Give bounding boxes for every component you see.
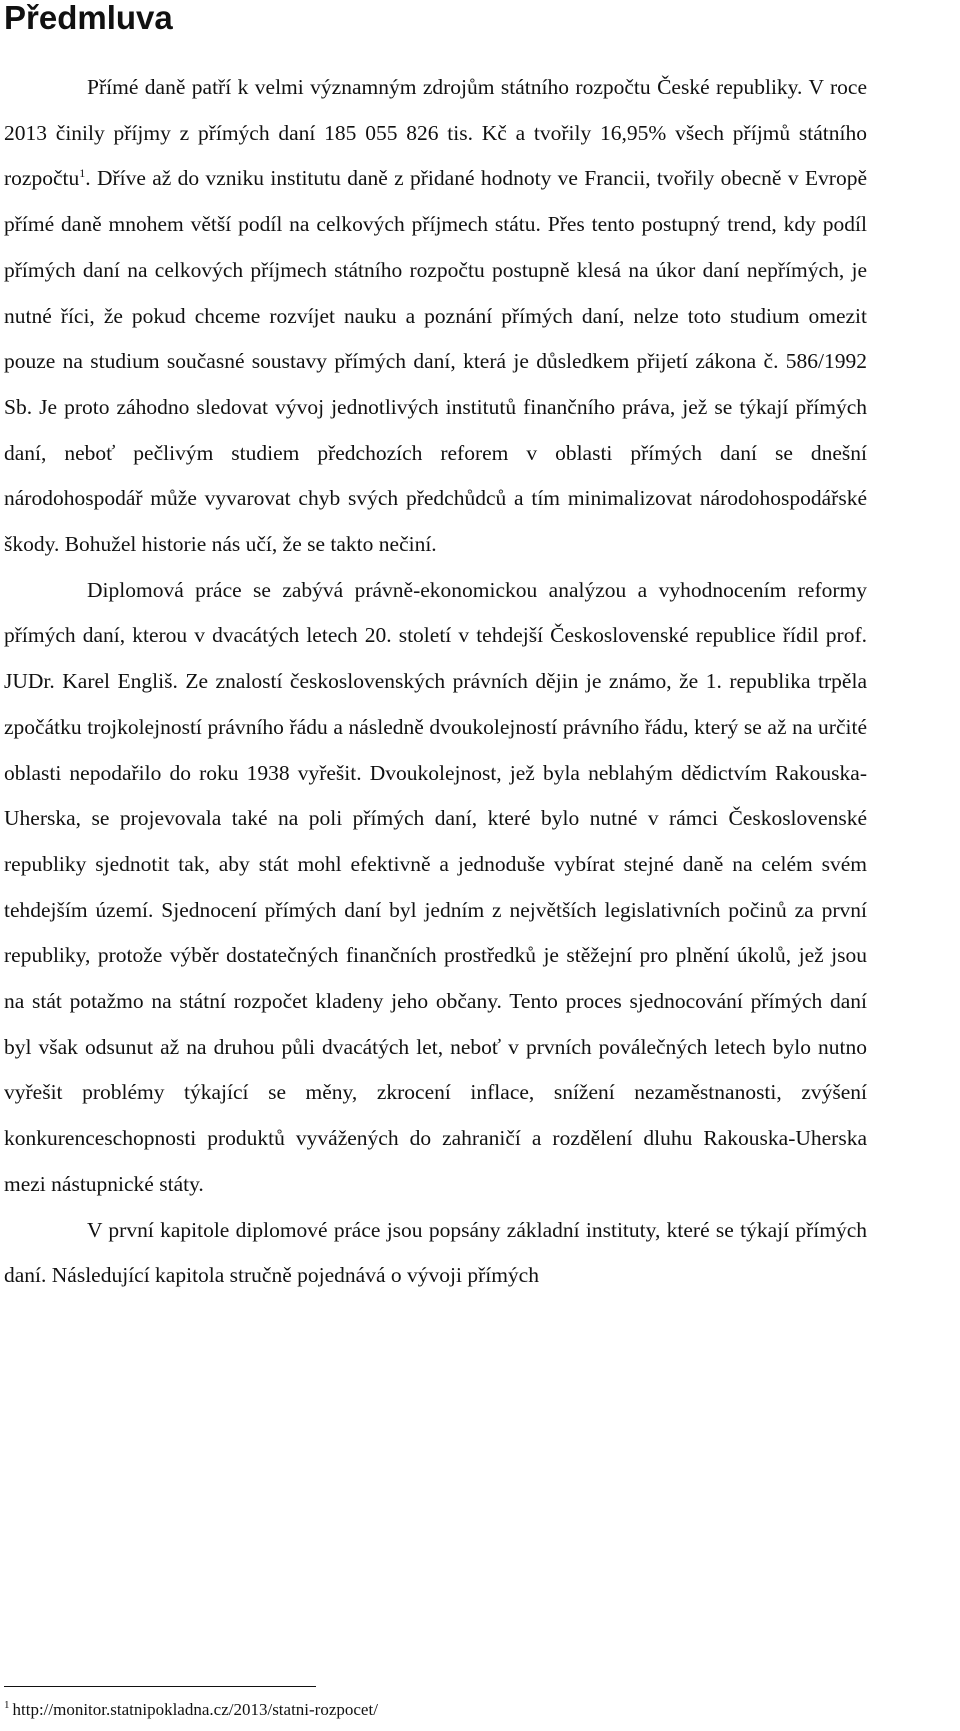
footnote-divider bbox=[4, 1686, 316, 1687]
footnote-reference[interactable]: 1 bbox=[79, 166, 86, 181]
paragraph-1 bbox=[4, 65, 867, 568]
paragraph-1-text-end: . Dříve až do vzniku institutu daně z přidané hodnoty ve Francii, tvořily obecně v Evropě přímé daně mnohem větší podíl na celkových příjmech státu. Přes tento postupný trend, kdy podíl přímých daní na celkových příjmech státního rozpočtu postupně klesá na úkor daní nepřímých, je nutné říci, že pokud chceme rozvíjet nauku a poznání přímých daní, nelze toto studium omezit pouze na studium současné soustavy přímých daní, která je důsledkem přijetí zákona č. 586/1992 Sb. Je proto záhodno sledovat vývoj jednotlivých institutů finančního práva, jež se týkají přímých daní, neboť pečlivým studiem předchozích reforem v oblasti přímých daní se dnešní národohospodář může vyvarovat chyb svých předchůdců a tím minimalizovat národohospodářské škody. Bohužel historie nás učí, že se takto nečiní. bbox=[4, 166, 867, 557]
paragraph-2: Diplomová práce se zabývá právně-ekonomickou analýzou a vyhodnocením reformy přímých daní, kterou v dvacátých letech 20. století v tehdejší Československé republice řídil prof. JUDr. Karel Engliš. Ze znalostí československých právních dějin je známo, že 1. republika trpěla zpočátku trojkolejností právního řádu a následně dvoukolejností právního řádu, který se až na určité oblasti nepodařilo do roku 1938 vyřešit. Dvoukolejnost, jež byla neblahým dědictvím Rakouska-Uherska, se projevovala také na poli přímých daní, které bylo nutné v rámci Československé republiky sjednotit tak, aby stát mohl efektivně a jednoduše vybírat stejné daně na celém svém tehdejším území. Sjednocení přímých daní byl jedním z největších legislativních počinů za první republiky, protože výběr dostatečných finančních prostředků je stěžejní pro plnění úkolů, jež jsou na stát potažmo na státní rozpočet kladeny jeho občany. Tento proces sjednocování přímých daní byl však odsunut až na druhou půli dvacátých let, neboť v prvních poválečných letech bylo nutno vyřešit problémy týkající se měny, zkrocení inflace, snížení nezaměstnanosti, zvýšení konkurenceschopnosti produktů vyvážených do zahraničí a rozdělení dluhu Rakouska-Uherska mezi nástupnické státy. bbox=[4, 577, 867, 1196]
page-title: Předmluva bbox=[4, 0, 173, 36]
footnote-number: 1 bbox=[4, 1699, 10, 1712]
body-text bbox=[4, 65, 867, 1299]
footnote bbox=[4, 1696, 884, 1724]
paragraph-3: V první kapitole diplomové práce jsou popsány základní instituty, které se týkají přímých daní. Následující kapitola stručně pojednává o vývoji přímých bbox=[4, 1217, 867, 1288]
paragraph-1-text-start: Přímé daně patří k velmi významným zdrojům státního rozpočtu České republiky. V roce 2013 činily příjmy z přímých daní 185 055 826 tis. Kč a tvořily 16,95% všech příjmů státního rozpočtu bbox=[4, 75, 867, 191]
footnote-link[interactable]: http://monitor.statnipokladna.cz/2013/statni-rozpocet/ bbox=[12, 1700, 378, 1719]
